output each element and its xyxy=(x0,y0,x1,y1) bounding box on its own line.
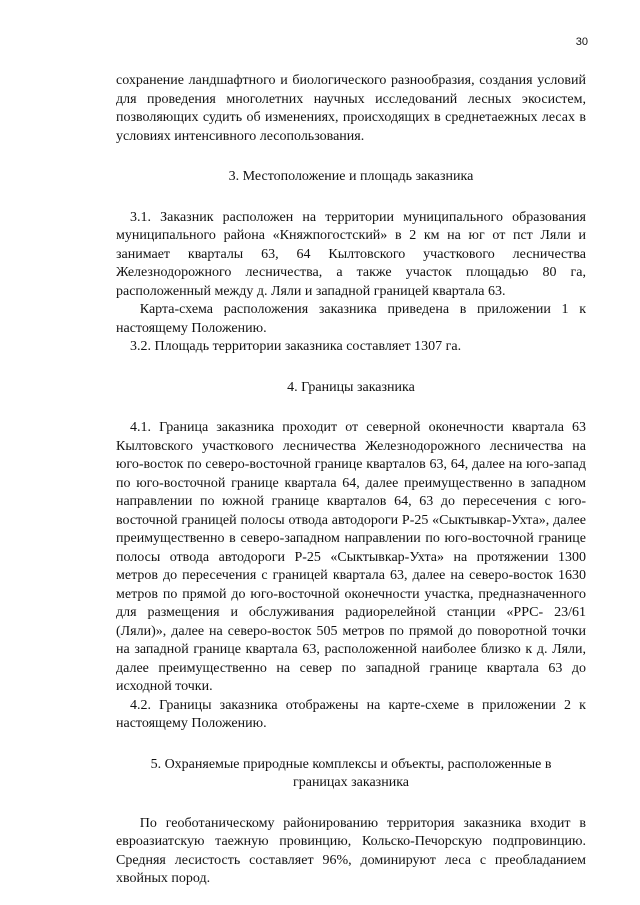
clause-3-1: 3.1. Заказник расположен на территории муниципального образования муниципального района «Княжпогостский» в 2 км на юг от пст Ляли и занимает кварталы 63, 64 Кылтовского участкового лесничества Железнодорожного лесничества, а также участок площадью 80 га, расположенный между д. Ляли и западной границей квартала 63. xyxy=(116,209,586,299)
section-4-heading: 4. Границы заказника xyxy=(287,379,415,395)
section-3-heading: 3. Местоположение и площадь заказника xyxy=(228,169,474,184)
intro-paragraph: сохранение ландшафтного и биологического разнообразия, создания условий для проведения многолетних научных исследований лесных экосистем, позволяющих судить об изменениях, происходящих в среднетаежных лесах в условиях интенсивного лесопользования. xyxy=(116,73,586,144)
section-5-heading-line-2: границах заказника xyxy=(292,775,409,790)
clause-4-1: 4.1. Граница заказника проходит от северной оконечности квартала 63 Кылтовского участкового лесничества Железнодорожного лесничества на юго-восток по северо-восточной границе кварталов 63, 64, далее на юго-запад по юго-восточной границе квартала 64, далее преимущественно в западном направлении по южной границе кварталов 64, 63 до пересечения с юго-восточной границей полосы отвода автодороги Р-25 «Сыктывкар-Ухта», далее преимущественно в северо-западном направлении по юго-восточной границе полосы отвода автодороги Р-25 «Сыктывкар-Ухта» на протяжении 1300 метров до пересечения с границей квартала 63, далее на северо-восток 1630 метров по прямой до юго-восточной оконечности участка, предназначенного для размещения и обслуживания радиорелейной станции «РРС- 23/61 (Ляли)», далее на северо-восток 505 метров по прямой до поворотной точки на западной границе квартала 63, расположенной наиболее близко к д. Ляли, далее преимущественно на север по западной границе квартала 63 до исходной точки. xyxy=(116,420,586,694)
document-body xyxy=(116,72,586,889)
section-5-heading-line-1: 5. Охраняемые природные комплексы и объекты, расположенные в xyxy=(150,756,552,772)
page-number: 30 xyxy=(575,36,588,48)
section-5-paragraph: По геоботаническому районированию территория заказника входит в евроазиатскую таежную провинцию, Кольско-Печорскую подпровинцию. Средняя лесистость составляет 96%, доминируют леса с преобладанием хвойных пород. xyxy=(116,815,586,886)
clause-3-2: 3.2. Площадь территории заказника составляет 1307 га. xyxy=(130,339,462,354)
map-reference-paragraph: Карта-схема расположения заказника приведена в приложении 1 к настоящему Положению. xyxy=(116,302,586,336)
clause-4-2: 4.2. Границы заказника отображены на карте-схеме в приложении 2 к настоящему Положению. xyxy=(116,697,586,731)
